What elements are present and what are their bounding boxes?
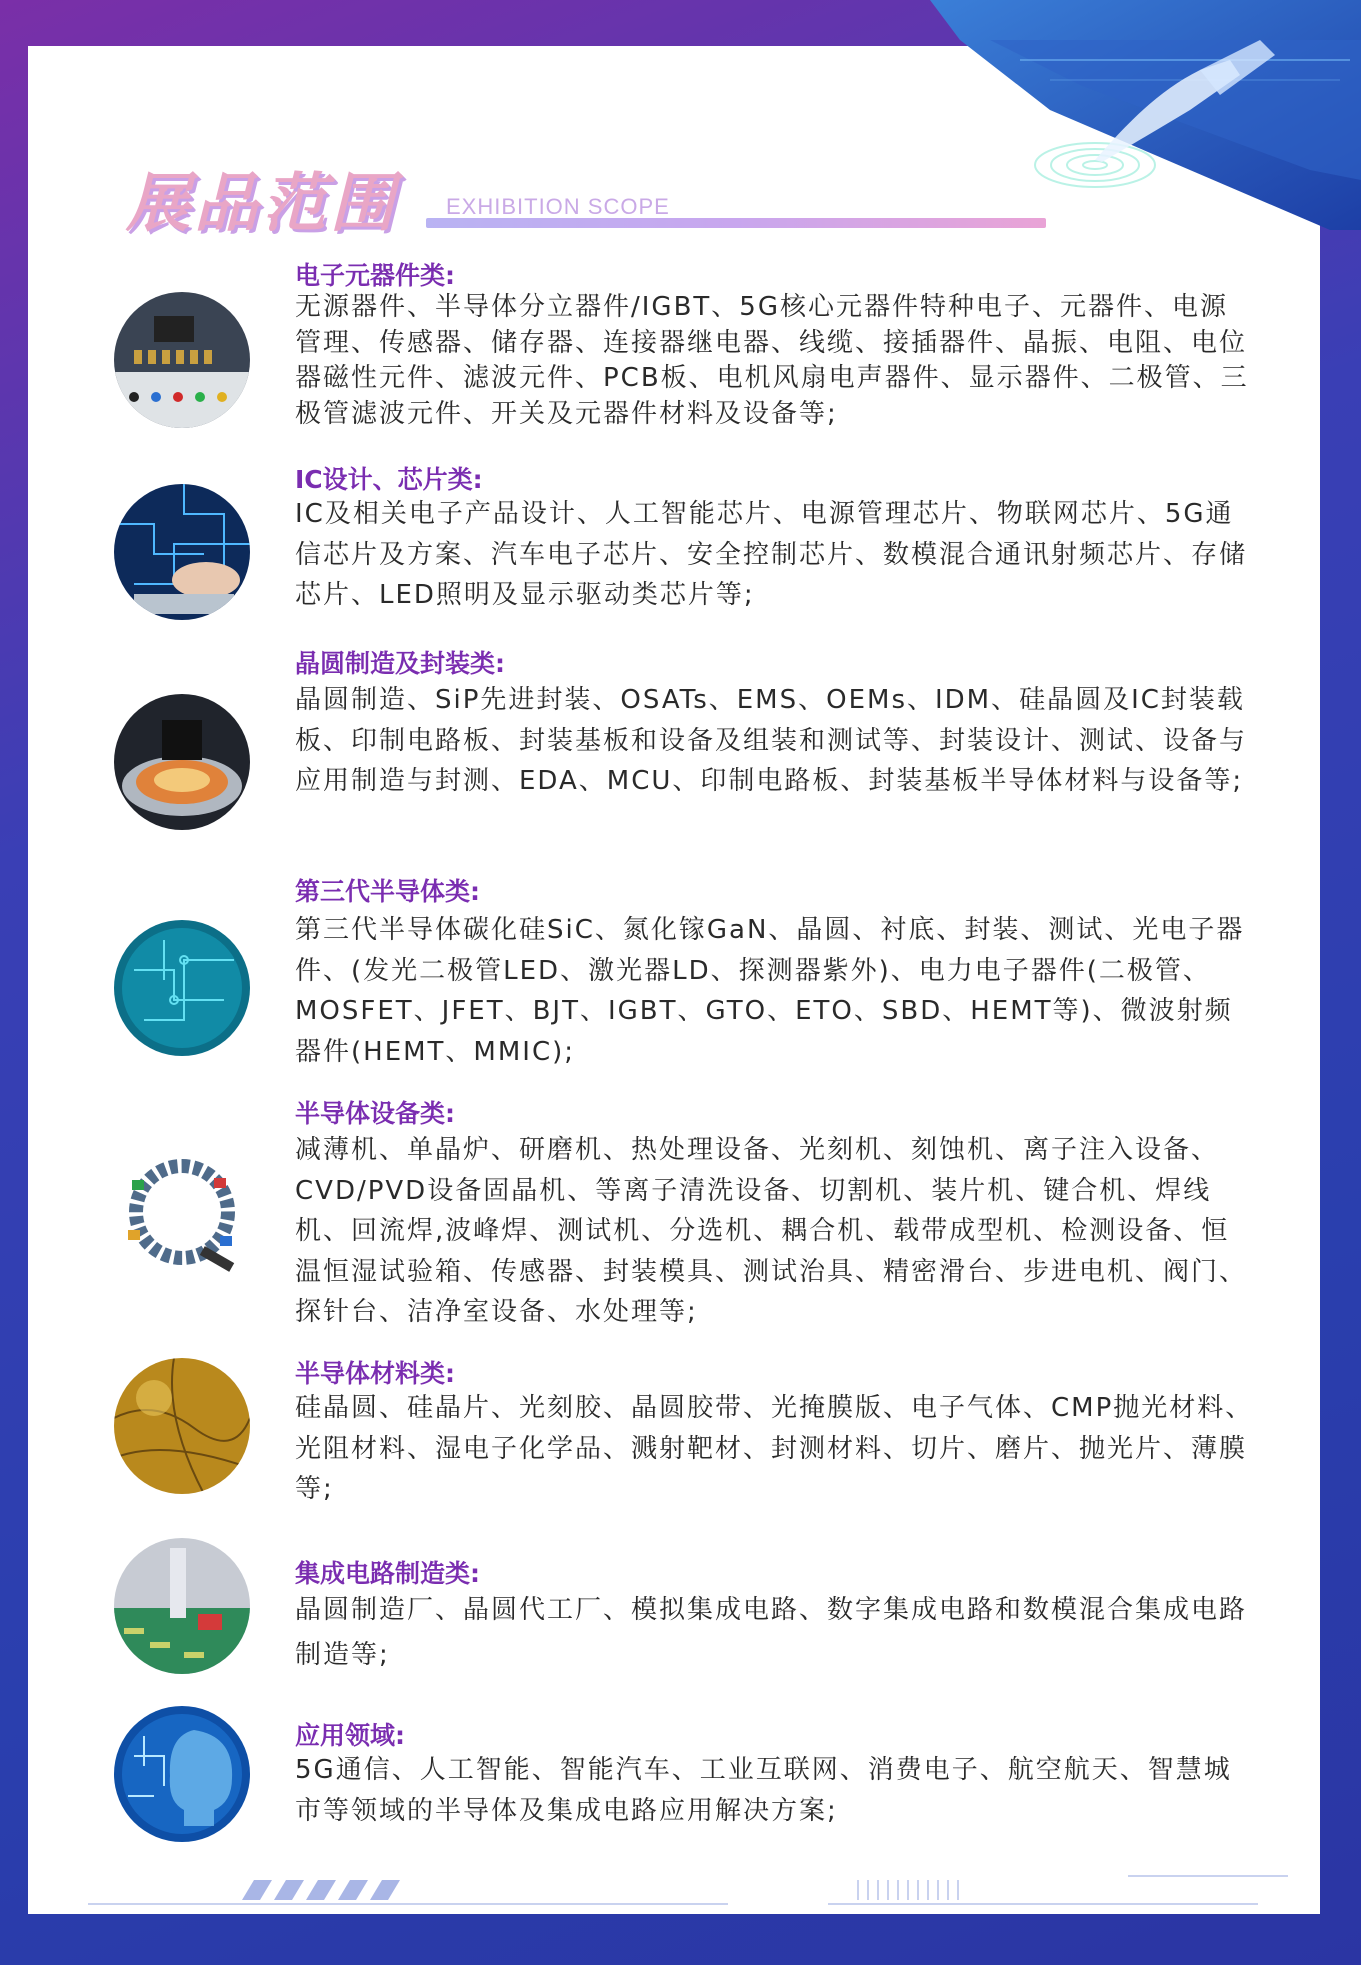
banner-graphic <box>930 0 1361 230</box>
section-body: 无源器件、半导体分立器件/IGBT、5G核心元器件特种电子、元器件、电源管理、传感器、储存器、连接器继电器、线缆、接插器件、晶振、电阻、电位器磁性元件、滤波元件、PCB板、电机风扇电声器件、显示器件、二极管、三极管滤波元件、开关及元器件材料及设备等; <box>295 292 1249 429</box>
section-body: 第三代半导体碳化硅SiC、氮化镓GaN、晶圆、衬底、封装、测试、光电子器件、(发光二极管LED、激光器LD、探测器紫外)、电力电子器件(二极管、MOSFET、JFET、BJT、IGBT、GTO、ETO、SBD、HEMT等)、微波射频器件(HEMT、MMIC); <box>295 915 1245 1067</box>
section-body: 5G通信、人工智能、智能汽车、工业互联网、消费电子、航空航天、智慧城市等领域的半导体及集成电路应用解决方案; <box>295 1755 1232 1826</box>
section-heading: 半导体材料类: <box>295 1359 455 1388</box>
circuit-board-icon <box>114 292 250 428</box>
silicon-wafer-icon <box>114 1358 250 1494</box>
wafer-icon <box>114 694 250 830</box>
section-body: 硅晶圆、硅晶片、光刻胶、晶圆胶带、光掩膜版、电子气体、CMP抛光材料、光阻材料、湿电子化学品、溅射靶材、封测材料、切片、磨片、抛光片、薄膜等; <box>295 1393 1254 1504</box>
pcb-manufacturing-icon <box>114 1538 250 1674</box>
section-heading: 应用领域: <box>295 1721 405 1750</box>
footer-decoration <box>28 1860 1320 1914</box>
section-body: 减薄机、单晶炉、研磨机、热处理设备、光刻机、刻蚀机、离子注入设备、CVD/PVD设备固晶机、等离子清洗设备、切割机、装片机、键合机、焊线机、回流焊,波峰焊、测试机、分选机、耦合机、载带成型机、检测设备、恒温恒湿试验箱、传感器、封装模具、测试治具、精密滑台、步进电机、阀门、探针台、洁净室设备、水处理等; <box>295 1135 1248 1327</box>
semiconductor-circuit-icon <box>114 920 250 1056</box>
section-body: IC及相关电子产品设计、人工智能芯片、电源管理芯片、物联网芯片、5G通信芯片及方案、汽车电子芯片、安全控制芯片、数模混合通讯射频芯片、存储芯片、LED照明及显示驱动类芯片等; <box>295 499 1248 610</box>
title-chinese: 展品范围 <box>126 166 398 241</box>
section-heading: 晶圆制造及封装类: <box>295 649 505 678</box>
section-heading: 集成电路制造类: <box>295 1559 480 1588</box>
section-heading: 第三代半导体类: <box>295 877 480 906</box>
section-body: 晶圆制造厂、晶圆代工厂、模拟集成电路、数字集成电路和数模混合集成电路制造等; <box>295 1595 1248 1670</box>
chip-design-icon <box>114 484 250 620</box>
section-heading: 电子元器件类: <box>295 261 455 290</box>
section-heading: IC设计、芯片类: <box>295 465 483 494</box>
section-body: 晶圆制造、SiP先进封装、OSATs、EMS、OEMs、IDM、硅晶圆及IC封装载板、印制电路板、封装基板和设备及组装和测试等、封装设计、测试、设备与应用制造与封测、EDA、MCU、印制电路板、封装基板半导体材料与设备等; <box>295 685 1248 796</box>
title-english: EXHIBITION SCOPE <box>446 194 670 219</box>
components-collage-icon <box>114 1150 250 1286</box>
ai-head-icon <box>114 1706 250 1842</box>
section-heading: 半导体设备类: <box>295 1099 455 1128</box>
